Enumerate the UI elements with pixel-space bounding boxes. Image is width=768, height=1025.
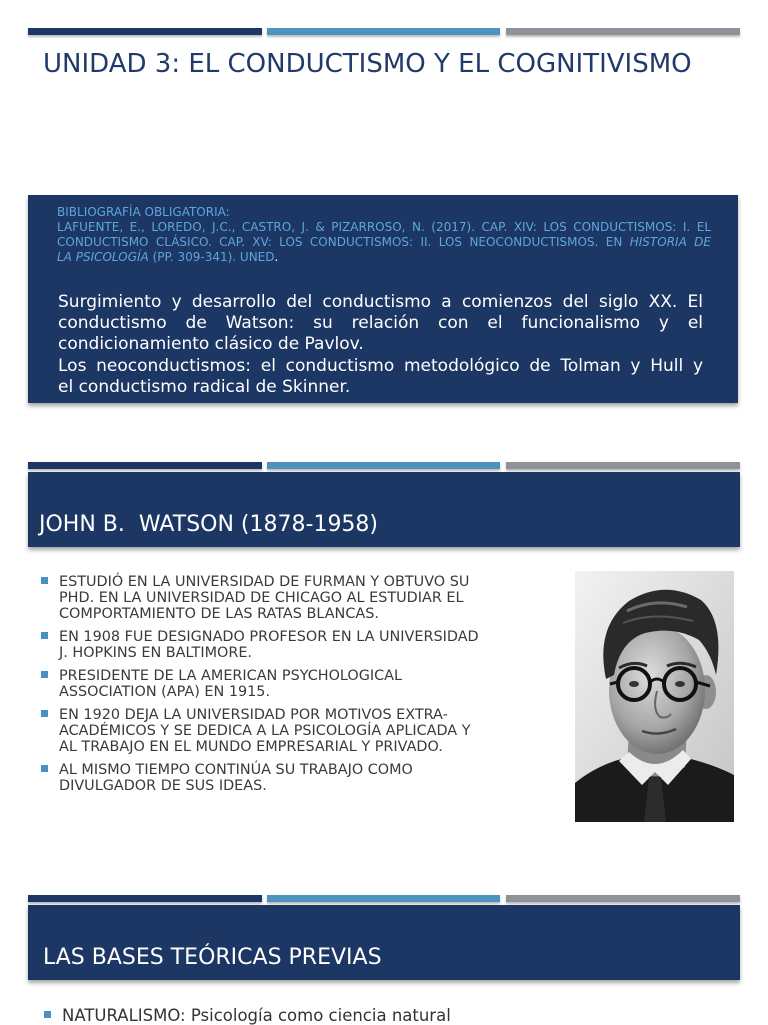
bibliography-citation-line <box>57 220 711 235</box>
book-title: HISTORIA DE <box>629 235 711 250</box>
biography-list <box>41 574 479 801</box>
bases-list <box>44 1008 451 1024</box>
bibliography-block <box>57 205 711 266</box>
accent-bar-gray <box>506 28 740 35</box>
list-item-line: AL MISMO TIEMPO CONTINÚA SU TRABAJO COMO <box>59 762 413 778</box>
list-item-line: COMPORTAMIENTO DE LAS RATAS BLANCAS. <box>59 606 379 622</box>
list-item-line: DIVULGADOR DE SUS IDEAS. <box>59 778 267 794</box>
list-item-line: ESTUDIÓ EN LA UNIVERSIDAD DE FURMAN Y OBTUVO SU <box>59 574 470 590</box>
accent-bar-blue <box>267 462 500 469</box>
slide-bases-teoricas <box>0 888 768 1024</box>
citation-end-dot: . <box>274 250 279 265</box>
list-item-line: ASSOCIATION (APA) EN 1915. <box>59 684 271 700</box>
citation-text: CONDUCTISMO CLÁSICO. CAP. XV: LOS CONDUCTISMOS: II. LOS NEOCONDUCTISMOS. EN <box>57 235 623 250</box>
citation-pages: (PP. 309-341). UNED <box>152 250 275 265</box>
accent-bar-blue <box>267 895 500 902</box>
bullet-square-icon <box>41 671 48 678</box>
slide-title: LAS BASES TEÓRICAS PREVIAS <box>43 945 382 970</box>
summary-line: el conductismo radical de Skinner. <box>58 376 351 397</box>
accent-bar-navy <box>28 462 262 469</box>
slide-title: JOHN B. WATSON (1878-1958) <box>39 512 379 537</box>
watson-portrait <box>575 571 734 822</box>
slide-header <box>28 472 740 547</box>
list-item <box>41 707 479 755</box>
list-item <box>41 629 479 661</box>
slide-unidad-3 <box>0 0 768 440</box>
accent-bar-gray <box>506 462 740 469</box>
bullet-square-icon <box>41 710 48 717</box>
summary-line: condicionamiento clásico de Pavlov. <box>58 334 364 355</box>
list-item <box>41 668 479 700</box>
accent-bar-navy <box>28 895 262 902</box>
list-item-line: NATURALISMO: Psicología como ciencia natural <box>62 1006 451 1025</box>
bullet-square-icon <box>41 632 48 639</box>
bullet-square-icon <box>44 1011 51 1018</box>
portrait-photo <box>575 571 734 822</box>
list-item-line: AL TRABAJO EN EL MUNDO EMPRESARIAL Y PRIVADO. <box>59 739 443 755</box>
slide-john-watson <box>0 455 768 835</box>
bullet-square-icon <box>41 765 48 772</box>
bullet-square-icon <box>41 577 48 584</box>
list-item-line: EN 1908 FUE DESIGNADO PROFESOR EN LA UNIVERSIDAD <box>59 629 479 645</box>
citation-text: LAFUENTE, E., LOREDO, J.C., CASTRO, J. & PIZARROSO, N. (2017). CAP. XIV: LOS CONDUCTISMOS: I. EL <box>57 219 711 234</box>
list-item-line: EN 1920 DEJA LA UNIVERSIDAD POR MOTIVOS EXTRA- <box>59 707 448 723</box>
accent-bar-gray <box>506 895 740 902</box>
list-item <box>41 574 479 622</box>
bibliography-heading: BIBLIOGRAFÍA OBLIGATORIA: <box>57 204 230 219</box>
content-panel <box>28 195 738 403</box>
bibliography-citation-line <box>57 250 711 265</box>
bibliography-citation-line <box>57 235 711 250</box>
accent-bar-blue <box>267 28 500 35</box>
accent-bar-navy <box>28 28 262 35</box>
list-item <box>41 762 479 794</box>
summary-line: conductismo de Watson: su relación con el funcionalismo y el <box>58 313 703 334</box>
book-title: LA PSICOLOGÍA <box>57 250 149 265</box>
list-item-line: PHD. EN LA UNIVERSIDAD DE CHICAGO AL ESTUDIAR EL <box>59 590 464 606</box>
list-item-line: J. HOPKINS EN BALTIMORE. <box>59 645 253 661</box>
summary-line: Surgimiento y desarrollo del conductismo a comienzos del siglo XX. El <box>58 292 703 312</box>
list-item-line: ACADÉMICOS Y SE DEDICA A LA PSICOLOGÍA APLICADA Y <box>59 723 471 739</box>
list-item <box>44 1008 451 1024</box>
summary-line: Los neoconductismos: el conductismo metodológico de Tolman y Hull y <box>58 355 703 376</box>
unit-summary <box>58 292 703 398</box>
slide-title: UNIDAD 3: EL CONDUCTISMO Y EL COGNITIVISMO <box>43 49 692 79</box>
list-item-line: PRESIDENTE DE LA AMERICAN PSYCHOLOGICAL <box>59 668 403 684</box>
slide-header <box>28 905 740 980</box>
